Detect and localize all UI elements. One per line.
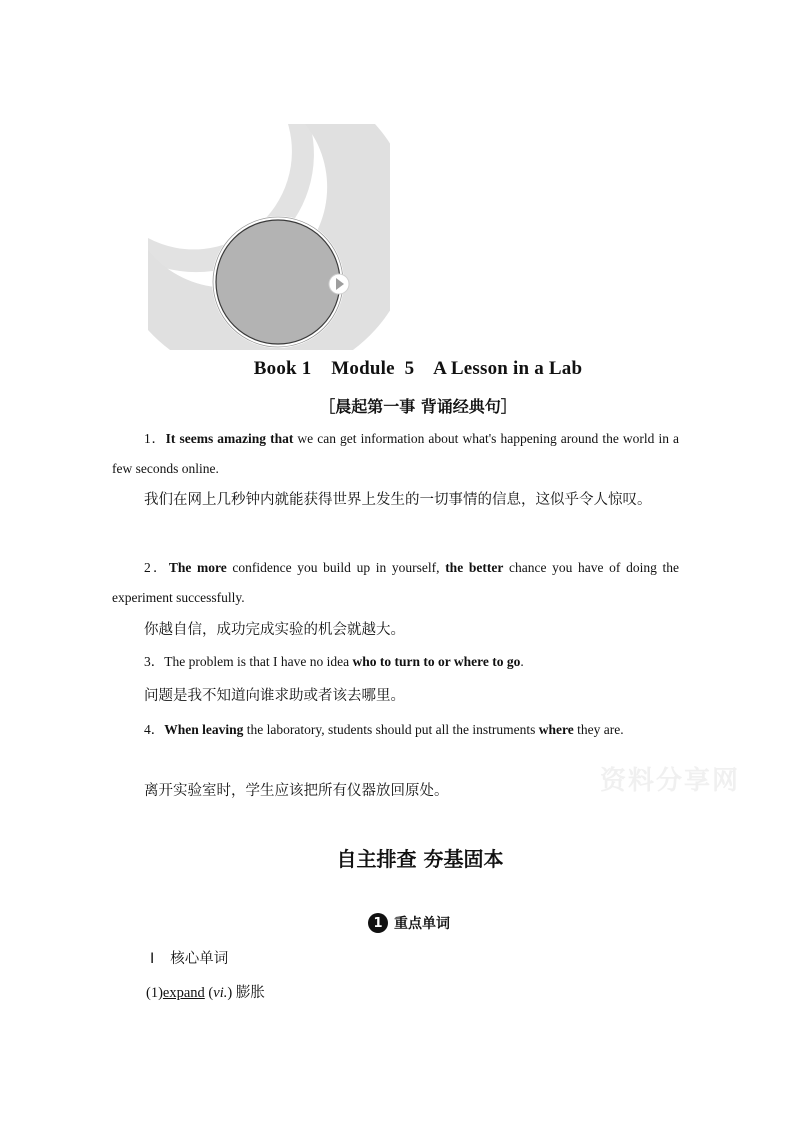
sentence-1-cn: 我们在网上几秒钟内就能获得世界上发生的一切事情的信息，这似乎令人惊叹。	[144, 492, 652, 508]
sentence-3-cn: 问题是我不知道向谁求助或者该去哪里。	[144, 688, 405, 704]
sentence-4-en: 4．When leaving the laboratory, students should put all the instruments where they are.	[144, 722, 624, 737]
page-title: Book 1 Module 5 A Lesson in a Lab	[253, 358, 583, 379]
sentence-4-cn: 离开实验室时，学生应该把所有仪器放回原处。	[144, 783, 449, 799]
core-words-heading: Ⅰ 核心单词	[150, 951, 229, 967]
watermark: 资料分享网	[600, 766, 741, 796]
sentence-2-en: 2．The more confidence you build up in yourself, the better chance you have of doing the experiment successfully.	[112, 560, 679, 605]
section-heading: 自主排查 夯基固本	[336, 847, 504, 871]
play-icon	[329, 274, 349, 294]
number-badge: 1	[368, 913, 388, 933]
page-subtitle: ［晨起第一事 背诵经典句］	[319, 397, 517, 416]
vocab-word: expand	[162, 985, 205, 1001]
decorative-circle-graphic	[140, 120, 390, 350]
sentence-3-en: 3．The problem is that I have no idea who to turn to or where to go.	[144, 654, 524, 669]
vocab-item: (1)expand (vi.) 膨胀	[146, 985, 265, 1001]
subsection-header	[368, 912, 450, 934]
sentence-1-en: 1．It seems amazing that we can get information about what's happening around the world in a few seconds online.	[112, 431, 680, 476]
subsection-label: 重点单词	[394, 916, 450, 932]
sentence-2-cn: 你越自信，成功完成实验的机会就越大。	[144, 622, 405, 638]
